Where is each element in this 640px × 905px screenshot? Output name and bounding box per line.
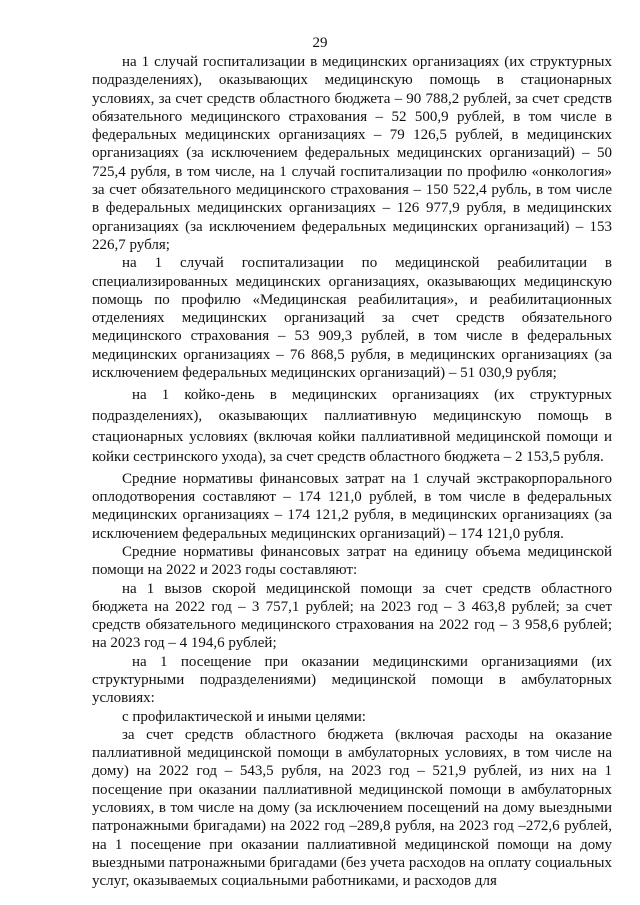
- paragraph-outpatient-visit: на 1 посещение при оказании медицинскими организациями (их структурными подразделениями) медицинской помощи в амбулаторных условиях:: [92, 653, 612, 707]
- paragraph-rehabilitation: на 1 случай госпитализации по медицинской реабилитации в специализированных медицинских организациях, оказывающих медицинскую помощь по профилю «Медицинская реабилитация», и реабилитационных отделениях медицинских организаций за счет средств обязательного медицинского страхования – 53 909,3 рублей, в том числе в федеральных медицинских организациях – 76 868,5 рубля, в медицинских организациях (за исключением федеральных медицинских организаций) – 51 030,9 рубля;: [92, 255, 612, 382]
- paragraph-preventive-purposes: с профилактической и иными целями:: [122, 708, 366, 725]
- document-body: [92, 53, 612, 891]
- page-number: 29: [312, 35, 328, 51]
- paragraph-ambulance-call: на 1 вызов скорой медицинской помощи за счет средств областного бюджета на 2022 год – 3 757,1 рублей; на 2023 год – 3 463,8 рублей; за счет средств обязательного медицинского страхования на 2022 год – 3 958,6 рублей; на 2023 год – 4 194,6 рублей;: [92, 580, 612, 652]
- paragraph-eco: Средние нормативы финансовых затрат на 1 случай экстракорпорального оплодотворения составляют – 174 121,0 рублей, в том числе в федеральных медицинских организациях – 174 121,2 рубля, в медицинских организациях (за исключением федеральных медицинских организаций) – 174 121,0 рубля.: [92, 470, 612, 542]
- paragraph-norms-2022-2023: Средние нормативы финансовых затрат на единицу объема медицинской помощи на 2022 и 2023 годы составляют:: [92, 543, 612, 579]
- paragraph-regional-budget: за счет средств областного бюджета (включая расходы на оказание паллиативной медицинской помощи в амбулаторных условиях, в том числе на дому) на 2022 год – 543,5 рубля, на 2023 год – 521,9 рублей, из них на 1 посещение при оказании паллиативной медицинской помощи в амбулаторных условиях, в том числе на дому (за исключением посещений на дому выездными патронажными бригадами) на 2022 год –289,8 рубля, на 2023 год –272,6 рублей, на 1 посещение при оказании паллиативной медицинской помощи на дому выездными патронажными бригадами (без учета расходов на оплату социальных услуг, оказываемых социальными работниками, и расходов для: [92, 726, 612, 890]
- paragraph-bed-day: на 1 койко-день в медицинских организациях (их структурных подразделениях), оказывающих паллиативную медицинскую помощь в стационарных условиях (включая койки паллиативной медицинской помощи и койки сестринского ухода), за счет средств областного бюджета – 2 153,5 рубля.: [92, 387, 612, 466]
- paragraph-hospitalization: на 1 случай госпитализации в медицинских организациях (их структурных подразделениях), оказывающих медицинскую помощь в стационарных условиях, за счет средств областного бюджета – 90 788,2 рублей, за счет средств обязательного медицинского страхования – 52 500,9 рублей, в том числе в федеральных медицинских организациях – 79 126,5 рублей, в медицинских организациях (за исключением федеральных медицинских организаций) – 50 725,4 рубля, в том числе, на 1 случай госпитализации по профилю «онкология» за счет обязательного медицинского страхования – 150 522,4 рубль, в том числе в федеральных медицинских организациях – 126 977,9 рубля, в медицинских организациях (за исключением федеральных медицинских организаций) – 153 226,7 рубля;: [92, 54, 612, 253]
